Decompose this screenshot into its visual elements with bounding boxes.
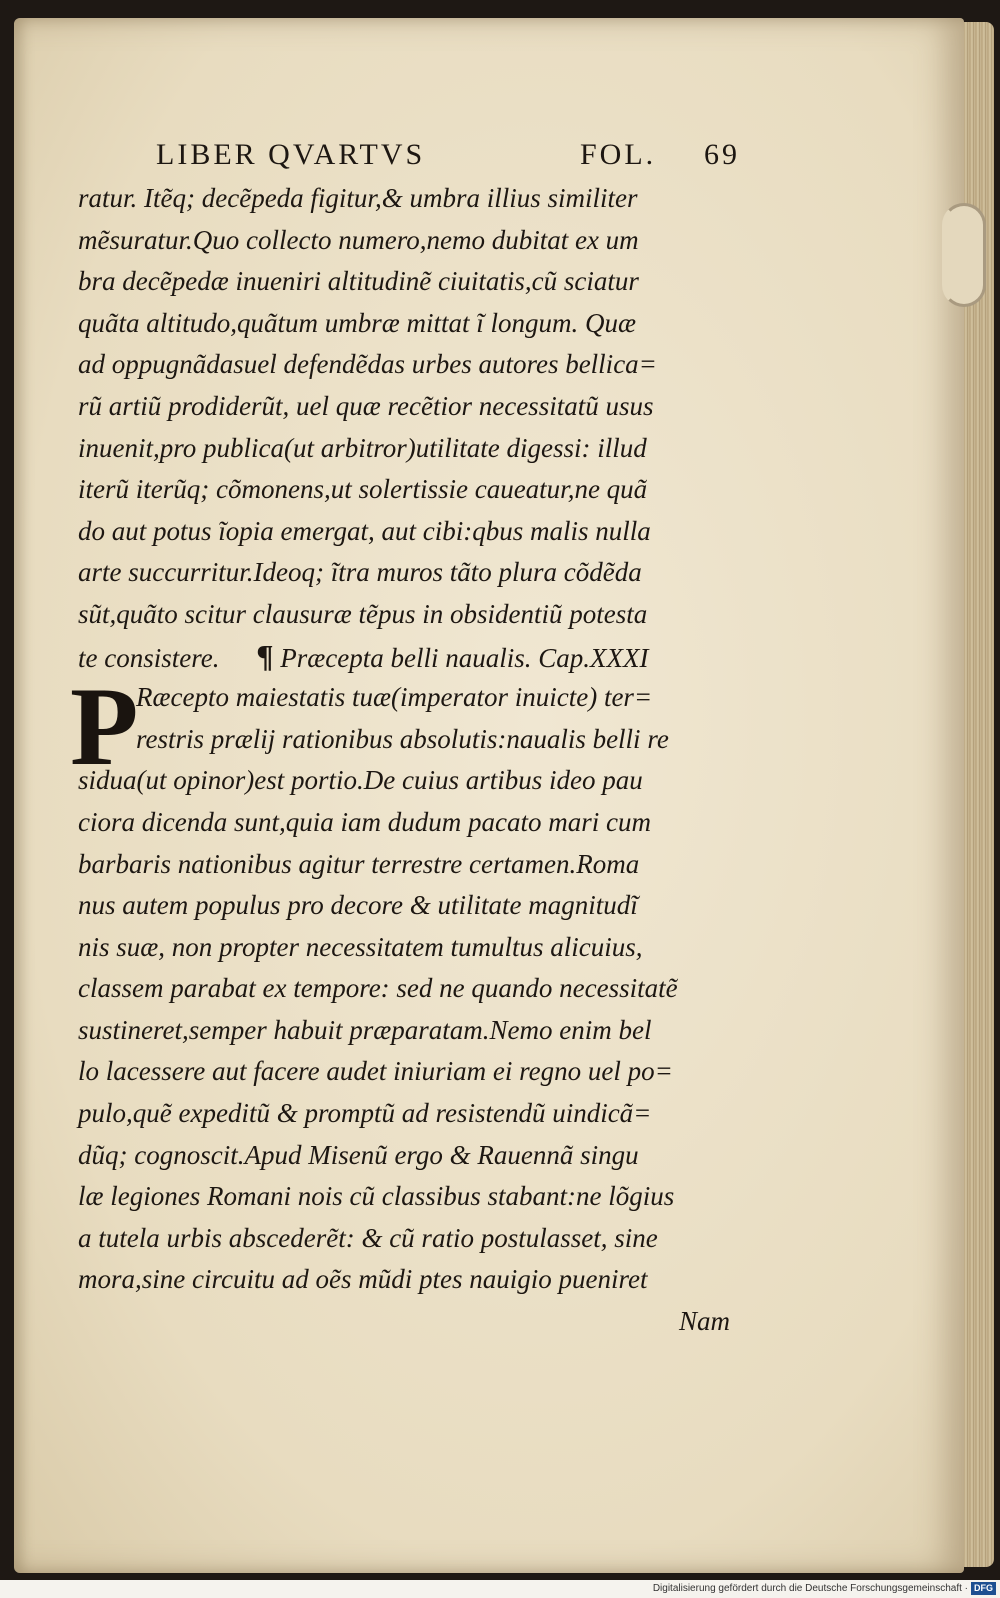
text-line: do aut potus ĩopia emergat, aut cibi:qbus malis nulla bbox=[78, 515, 651, 546]
text-line: barbaris nationibus agitur terrestre certamen.Roma bbox=[78, 848, 640, 879]
text-line: mẽsuratur.Quo collecto numero,nemo dubitat ex um bbox=[78, 224, 639, 255]
text-line: arte succurritur.Ideoq; ĩtra muros tãto plura cõdẽda bbox=[78, 557, 642, 588]
drop-cap-initial: P bbox=[70, 665, 139, 790]
paragraph-end: te consistere. bbox=[78, 642, 220, 673]
text-line: ciora dicenda sunt,quia iam dudum pacato mari cum bbox=[78, 806, 651, 837]
digitization-credit bbox=[0, 1580, 1000, 1598]
text-line: pulo,quẽ expeditũ & promptũ ad resistendũ uindicã= bbox=[78, 1098, 652, 1129]
page-text bbox=[70, 138, 758, 1343]
catchword: Nam bbox=[678, 1306, 730, 1337]
text-line: bra decẽpedæ inueniri altitudinẽ ciuitatis,cũ sciatur bbox=[78, 266, 639, 297]
chapter-heading: Præcepta belli naualis. Cap.XXXI bbox=[280, 642, 649, 673]
running-header bbox=[78, 138, 758, 178]
text-line: classem parabat ex tempore: sed ne quando necessitatẽ bbox=[78, 973, 678, 1004]
text-line: rũ artiũ prodiderũt, uel quæ recẽtior necessitatũ usus bbox=[78, 390, 654, 421]
credit-text: Digitalisierung gefördert durch die Deutsche Forschungsgemeinschaft · bbox=[652, 1583, 968, 1594]
text-line: lo lacessere aut facere audet iniuriam ei regno uel po= bbox=[78, 1056, 673, 1087]
text-line: nus autem populus pro decore & utilitate magnitudĩ bbox=[78, 890, 638, 921]
chapter-paragraph bbox=[70, 665, 758, 1301]
text-line: sustineret,semper habuit præparatam.Nemo enim bel bbox=[78, 1014, 652, 1045]
paragraph-before-heading bbox=[78, 178, 758, 636]
text-line: læ legiones Romani nois cũ classibus stabant:ne lõgius bbox=[78, 1181, 675, 1212]
text-line: iterũ iterũq; cõmonens,ut solertissie caueatur,ne quã bbox=[78, 474, 648, 505]
text-line: Ræcepto maiestatis tuæ(imperator inuicte) ter= bbox=[136, 682, 653, 713]
text-line: inuenit,pro publica(ut arbitror)utilitate digessi: illud bbox=[78, 432, 647, 463]
pilcrow-mark: ¶ bbox=[256, 637, 274, 674]
folio-number: 69 bbox=[704, 138, 740, 171]
text-line: nis suæ, non propter necessitatem tumultus alicuius, bbox=[78, 931, 643, 962]
text-line: a tutela urbis abscederẽt: & cũ ratio postulasset, sine bbox=[78, 1222, 658, 1253]
text-line: mora,sine circuitu ad oẽs mũdi ptes nauigio pueniret bbox=[78, 1264, 648, 1295]
page-tab bbox=[942, 203, 986, 307]
text-line: ratur. Itẽq; decẽpeda figitur,& umbra illius similiter bbox=[78, 183, 638, 213]
text-line: ad oppugnãdasuel defendẽdas urbes autores bellica= bbox=[78, 349, 657, 380]
folio-label: FOL. bbox=[580, 138, 657, 171]
text-line: sũt,quãto scitur clausuræ tẽpus in obsidentiũ potesta bbox=[78, 598, 648, 629]
text-line: dũq; cognoscit.Apud Misenũ ergo & Rauennã singu bbox=[78, 1139, 639, 1170]
text-line: restris prælij rationibus absolutis:naualis belli re bbox=[136, 723, 669, 754]
chapter-heading-line bbox=[78, 636, 758, 678]
text-line: sidua(ut opinor)est portio.De cuius artibus ideo pau bbox=[78, 765, 643, 796]
text-line: quãta altitudo,quãtum umbræ mittat ĩ longum. Quæ bbox=[78, 307, 637, 338]
running-title: LIBER QVARTVS bbox=[156, 138, 426, 171]
dfg-logo: DFG bbox=[971, 1582, 996, 1595]
